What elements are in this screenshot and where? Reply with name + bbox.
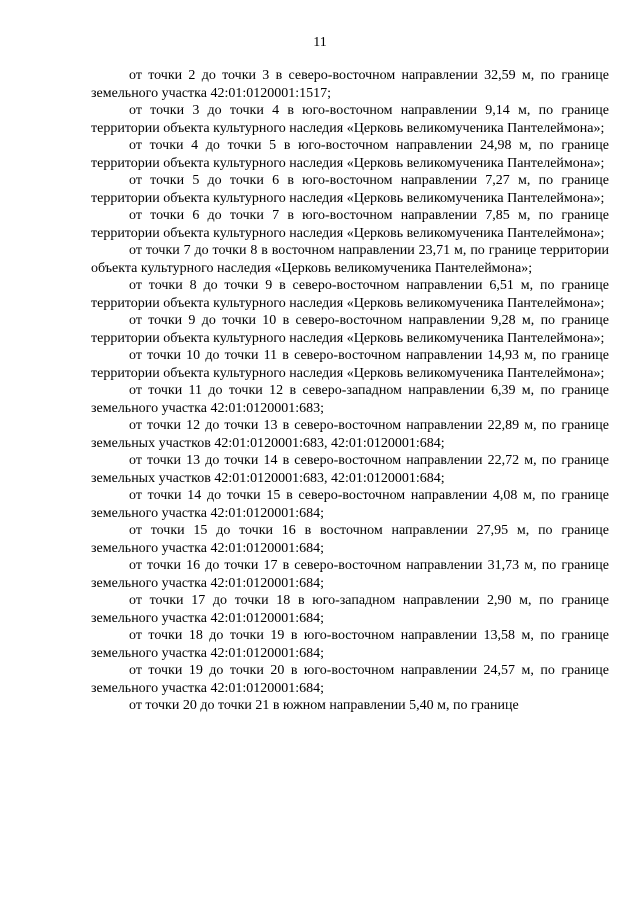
boundary-segment-8-9: от точки 8 до точки 9 в северо-восточном направлении 6,51 м, по границе территории объекта культурного наследия «Церковь великомученика Пантелеймона»; bbox=[91, 278, 609, 311]
boundary-segment-5-6: от точки 5 до точки 6 в юго-восточном направлении 7,27 м, по границе территории объекта культурного наследия «Церковь великомученика Пантелеймона»; bbox=[91, 173, 609, 206]
boundary-segment-10-11: от точки 10 до точки 11 в северо-восточном направлении 14,93 м, по границе территории объекта культурного наследия «Церковь великомученика Пантелеймона»; bbox=[91, 348, 609, 381]
boundary-segment-16-17: от точки 16 до точки 17 в северо-восточном направлении 31,73 м, по границе земельного участка 42:01:0120001:684; bbox=[91, 558, 609, 591]
boundary-segment-13-14: от точки 13 до точки 14 в северо-восточном направлении 22,72 м, по границе земельных участков 42:01:0120001:683, 42:01:0120001:684; bbox=[91, 453, 609, 486]
boundary-segment-15-16: от точки 15 до точки 16 в восточном направлении 27,95 м, по границе земельного участка 42:01:0120001:684; bbox=[91, 523, 609, 556]
boundary-segment-4-5: от точки 4 до точки 5 в юго-восточном направлении 24,98 м, по границе территории объекта культурного наследия «Церковь великомученика Пантелеймона»; bbox=[91, 138, 609, 171]
boundary-segment-12-13: от точки 12 до точки 13 в северо-восточном направлении 22,89 м, по границе земельных участков 42:01:0120001:683, 42:01:0120001:684; bbox=[91, 418, 609, 451]
boundary-segment-6-7: от точки 6 до точки 7 в юго-восточном направлении 7,85 м, по границе территории объекта культурного наследия «Церковь великомученика Пантелеймона»; bbox=[91, 208, 609, 241]
boundary-segment-3-4: от точки 3 до точки 4 в юго-восточном направлении 9,14 м, по границе территории объекта культурного наследия «Церковь великомученика Пантелеймона»; bbox=[91, 103, 609, 136]
boundary-segment-7-8: от точки 7 до точки 8 в восточном направлении 23,71 м, по границе территории объекта культурного наследия «Церковь великомученика Пантелеймона»; bbox=[91, 243, 609, 276]
page-number: 11 bbox=[313, 35, 327, 50]
boundary-segment-9-10: от точки 9 до точки 10 в северо-восточном направлении 9,28 м, по границе территории объекта культурного наследия «Церковь великомученика Пантелеймона»; bbox=[91, 313, 609, 346]
boundary-segment-2-3: от точки 2 до точки 3 в северо-восточном направлении 32,59 м, по границе земельного участка 42:01:0120001:1517; bbox=[91, 68, 609, 101]
boundary-segment-18-19: от точки 18 до точки 19 в юго-восточном направлении 13,58 м, по границе земельного участка 42:01:0120001:684; bbox=[91, 628, 609, 661]
boundary-segment-20-21: от точки 20 до точки 21 в южном направлении 5,40 м, по границе bbox=[129, 698, 519, 713]
document-body bbox=[91, 67, 609, 715]
boundary-segment-11-12: от точки 11 до точки 12 в северо-западном направлении 6,39 м, по границе земельного участка 42:01:0120001:683; bbox=[91, 383, 609, 416]
boundary-segment-19-20: от точки 19 до точки 20 в юго-восточном направлении 24,57 м, по границе земельного участка 42:01:0120001:684; bbox=[91, 663, 609, 696]
boundary-segment-14-15: от точки 14 до точки 15 в северо-восточном направлении 4,08 м, по границе земельного участка 42:01:0120001:684; bbox=[91, 488, 609, 521]
boundary-segment-17-18: от точки 17 до точки 18 в юго-западном направлении 2,90 м, по границе земельного участка 42:01:0120001:684; bbox=[91, 593, 609, 626]
